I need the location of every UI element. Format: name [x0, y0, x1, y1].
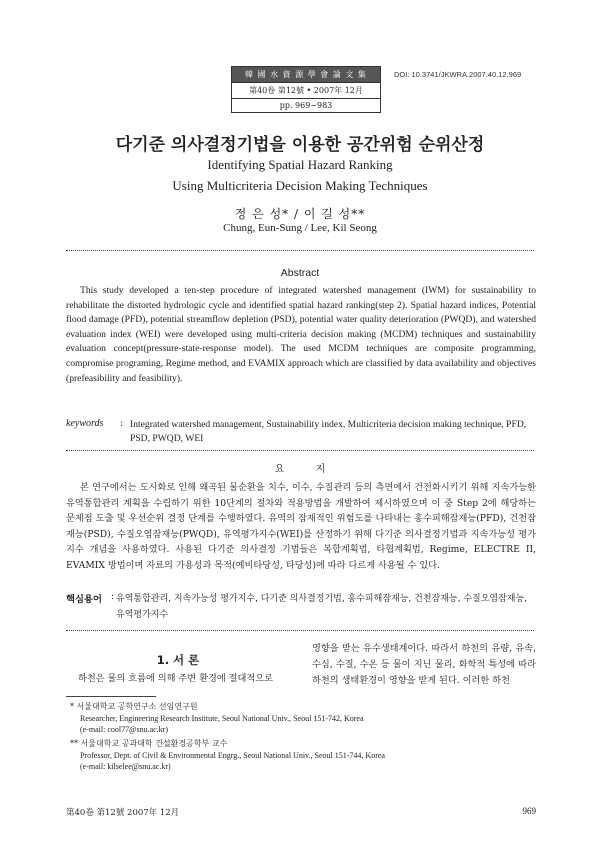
keywords-colon: :: [120, 418, 124, 429]
title-korean: 다기준 의사결정기법을 이용한 공간위험 순위산정: [115, 135, 485, 155]
journal-name: 韓 國 水 資 源 學 會 論 文 集: [232, 67, 380, 82]
footnote-2-affiliation-en: Professor, Dept. of Civil & Environmental Engrg., Seoul National Univ., Seoul 151-744, Korea: [80, 750, 385, 760]
body-left-column: 하천은 물의 흐름에 의해 주변 환경에 절대적으로: [78, 673, 274, 684]
summary-text: 본 연구에서는 도시화로 인해 왜곡된 물순환을 치수, 이수, 수질관리 등의 측면에서 건전화시키기 위해 지속가능한 유역통합관리 계획을 수립하기 위한 10단계의 절차와 적용방법을 개발하여 제시하였으며 이 중 Step 2에 해당하는 문제점 도출 및 우선순위 결정 단계를 수행하였다. 유역의 잠재적인 위험도를 나타내는 홍수피해잠재능(PFD), 건천잠재능(PSD), 수질오염잠재능(PWQD), 유역평가지수(WEI)를 산정하기 위해 다기준 의사결정기법과 지속가능성 평가지수 개념을 사용하였다. 사용된 다기준 의사결정 기법들은 복합계획법, 타협계획법, Regime, ELECTRE II, EVAMIX 방법이며 자료의 가용성과 목적(예비타당성, 타당성)에 따라 다르게 사용될 수 있다.: [66, 482, 536, 571]
title-english-line1: Identifying Spatial Hazard Ranking: [207, 157, 393, 172]
divider: [66, 250, 534, 251]
footer-volume: 第40卷 第12號 2007年 12月: [66, 808, 180, 818]
divider: [66, 450, 534, 451]
keywords-text: Integrated watershed management, Sustainability index, Multicriteria decision making technique, PFD, PSD, PWQD, WEI: [130, 419, 527, 444]
footnote-1: [70, 701, 540, 736]
abstract-heading: Abstract: [280, 267, 320, 279]
title-english: [0, 154, 600, 196]
footnote-1-affiliation-ko: * 서울대학교 공학연구소 선임연구원: [70, 702, 198, 711]
authors-english: Chung, Eun-Sung / Lee, Kil Seong: [223, 222, 377, 234]
journal-info-box: [231, 66, 381, 113]
keywords-label: keywords: [66, 418, 104, 429]
footnote-1-affiliation-en: Researcher, Engineering Research Institute, Seoul National Univ., Seoul 151-742, Korea: [80, 713, 364, 723]
divider: [66, 630, 534, 631]
footnote-1-email: (e-mail: cool77@snu.ac.kr): [80, 725, 169, 734]
footnote-2-email: (e-mail: kilselee@snu.ac.kr): [80, 762, 171, 771]
keywords-korean-text: 유역통합관리, 지속가능성 평가지수, 다기준 의사결정기법, 홍수피해잠재능, 건천잠재능, 수질오염잠재능, 유역평가지수: [116, 594, 528, 620]
footnote-2: [70, 738, 540, 773]
doi: DOI: 10.3741/JKWRA.2007.40.12.969: [394, 70, 522, 79]
page-number: 969: [522, 806, 536, 816]
title-english-line2: Using Multicriteria Decision Making Techniques: [172, 178, 428, 193]
journal-volume: 第40卷 第12號 • 2007年 12月: [232, 82, 380, 98]
footnote-2-affiliation-ko: ** 서울대학교 공과대학 건설환경공학부 교수: [70, 739, 228, 748]
abstract-text: This study developed a ten-step procedure of integrated watershed management (IWM) for sustainability to rehabilitate the distorted hydrologic cycle and identified spatial hazard ranking(step 2). Spatial hazard indices, Potential flood damage (PFD), potential streamflow depletion (PSD), potential water quality deterioration (PWQD), and watershed evaluation index (WEI) were developed using multi-criteria decision making (MCDM) techniques and sustainability evaluation concept(pressure-state-response model). The used MCDM techniques are composite programming, compromise programing, Regime method, and EVAMIX approach which are classified by data availability and objectives (prefeasibility and feasibility).: [66, 285, 536, 384]
body-right-column: 영향을 받는 유수생태계이다. 따라서 하천의 유량, 유속, 수심, 수질, 수온 등 물이 지닌 물리, 화학적 특성에 따라 하천의 생태환경이 영향을 받게 된다. 이러한 하천: [312, 643, 536, 686]
keywords-korean-colon: :: [111, 591, 115, 602]
section-heading: 1. 서 론: [156, 653, 200, 667]
authors-korean: 정 은 성* / 이 길 성**: [234, 207, 366, 221]
summary-heading: 요 지: [274, 464, 340, 475]
keywords-korean-label: 핵심용어: [66, 594, 102, 605]
footnote-rule: [66, 696, 156, 697]
journal-pages: pp. 969~983: [232, 98, 380, 112]
